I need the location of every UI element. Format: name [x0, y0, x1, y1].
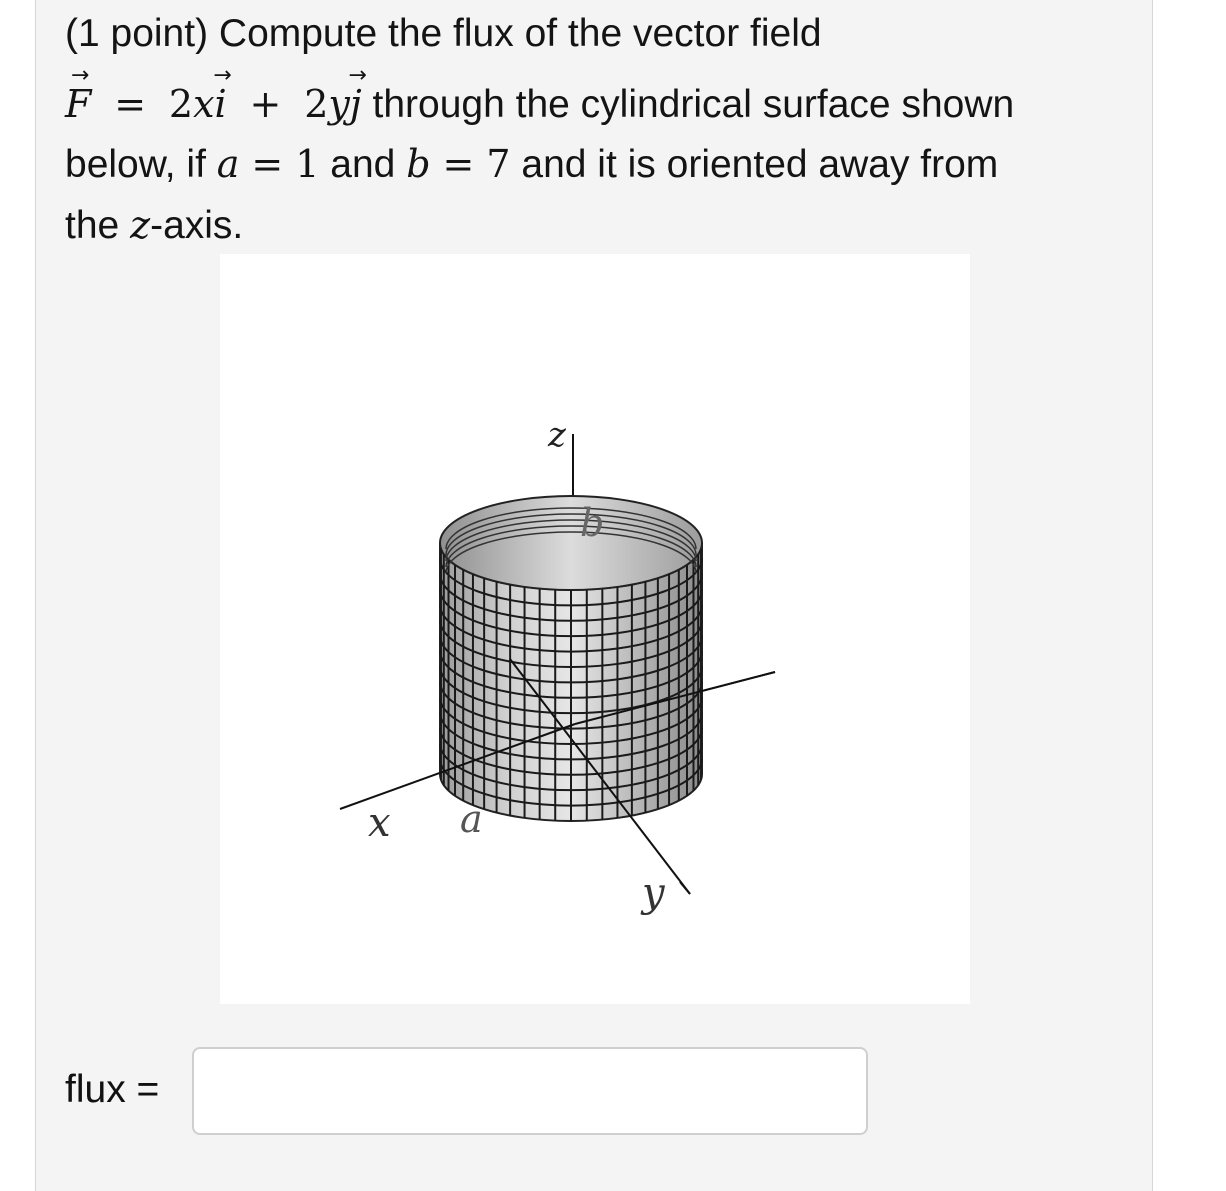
coefficient-x: 2 [168, 82, 194, 126]
x-axis-label: x [368, 800, 391, 846]
equals-sign: = [251, 142, 284, 186]
coefficient-y: 2 [304, 82, 329, 126]
line-3-text-2: and [319, 143, 407, 186]
line-4-text-1: the [65, 204, 131, 247]
variable-y: y [328, 82, 350, 126]
vector-arrow-icon: → [348, 63, 367, 88]
flux-label: flux = [65, 1068, 160, 1111]
y-axis-label: y [642, 870, 665, 916]
problem-text-line-2 [65, 63, 1015, 129]
problem-text-line-1: (1 point) Compute the flux of the vector field [65, 12, 822, 55]
plus-sign: + [249, 82, 282, 126]
flux-answer-input[interactable] [192, 1047, 868, 1135]
y-axis-arrowhead [680, 882, 690, 894]
variable-x: x [193, 82, 215, 126]
equals-sign: = [114, 82, 147, 126]
vector-f: → F [65, 63, 92, 126]
vector-arrow-icon: → [213, 63, 232, 88]
line-2-text: through the cylindrical surface shown [361, 83, 1015, 126]
vector-arrow-icon: → [70, 63, 90, 88]
problem-text-line-3 [65, 140, 998, 189]
z-axis-label: z [548, 415, 566, 455]
cylinder-figure [220, 254, 970, 1004]
variable-b: b [406, 142, 431, 186]
b-value: 7 [486, 142, 511, 186]
cylinder-top-rim [440, 496, 702, 590]
unit-vector-j: → j [348, 63, 367, 126]
line-3-text-1: below, if [65, 143, 217, 186]
variable-a: a [216, 142, 240, 186]
unit-vector-i: → i [213, 63, 232, 126]
line-3-text-3: and it is oriented away from [510, 143, 999, 186]
variable-z: z [130, 203, 151, 247]
cylinder-diagram [220, 254, 970, 1004]
line-4-text-2: -axis. [150, 204, 244, 247]
a-value: 1 [295, 142, 320, 186]
problem-card [35, 0, 1153, 1191]
problem-text-line-4 [65, 201, 243, 250]
radius-label-a: a [460, 797, 483, 841]
equals-sign: = [442, 142, 475, 186]
height-label-b: b [580, 501, 605, 545]
